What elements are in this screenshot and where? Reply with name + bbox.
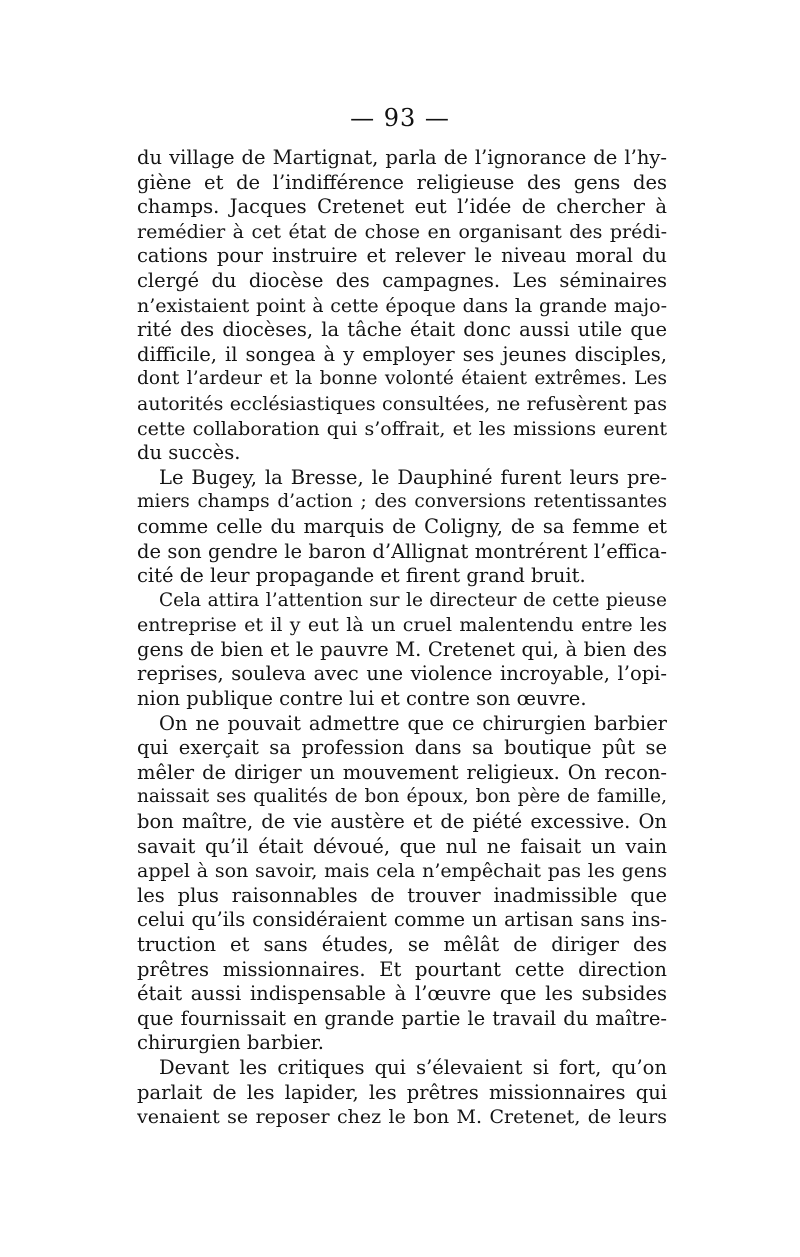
text-line: cations pour instruire et relever le niveau moral du <box>137 244 667 268</box>
text-line: rité des diocèses, la tâche était donc aussi utile que <box>137 318 667 342</box>
text-line: venaient se reposer chez le bon M. Cretenet, de leurs <box>137 1106 667 1129</box>
text-line: Devant les critiques qui s’élevaient si fort, qu’on <box>159 1055 667 1079</box>
text-line: n’existaient point à cette époque dans la grande majo- <box>137 294 667 317</box>
text-line: appel à son savoir, mais cela n’empêchait pas les gens <box>137 860 667 883</box>
text-line: que fournissait en grande partie le travail du maître- <box>137 1006 667 1030</box>
text-line: était aussi indispensable à l’œuvre que les subsides <box>137 982 667 1006</box>
text-line: parlait de les lapider, les prêtres missionnaires qui <box>137 1080 667 1104</box>
text-line: naissait ses qualités de bon époux, bon père de famille, <box>137 786 667 808</box>
page-number: — 93 — <box>350 104 450 132</box>
text-line: autorités ecclésiastiques consultées, ne refusèrent pas <box>137 392 667 415</box>
text-line: entreprise et il y eut là un cruel malentendu entre les <box>137 614 667 637</box>
text-line: dont l’ardeur et la bonne volonté étaient extrêmes. Les <box>137 368 667 390</box>
text-line: chirurgien barbier. <box>137 1031 325 1055</box>
body-text <box>137 146 667 1130</box>
text-line: comme celle du marquis de Coligny, de sa femme et <box>137 514 667 538</box>
text-line: du succès. <box>137 441 241 465</box>
text-line: celui qu’ils considéraient comme un artisan sans ins- <box>137 908 667 932</box>
text-line: On ne pouvait admettre que ce chirurgien barbier <box>159 711 667 735</box>
text-line: cette collaboration qui s’offrait, et les missions eurent <box>137 417 667 440</box>
text-line: bon maître, de vie austère et de piété excessive. On <box>137 810 667 834</box>
text-line: savait qu’il était dévoué, que nul ne faisait un vain <box>137 834 667 858</box>
text-line: champs. Jacques Cretenet eut l’idée de chercher à <box>137 195 667 219</box>
text-line: gens de bien et le pauvre M. Cretenet qui, à bien des <box>137 637 667 661</box>
text-line: Le Bugey, la Bresse, le Dauphiné furent leurs pre- <box>159 465 667 489</box>
text-line: de son gendre le baron d’Allignat montrérent l’effica- <box>137 539 667 563</box>
text-line: giène et de l’indifférence religieuse des gens des <box>137 170 667 194</box>
text-line: remédier à cet état de chose en organisant des prédi- <box>137 220 667 243</box>
text-line: Cela attira l’attention sur le directeur de cette pieuse <box>159 589 667 611</box>
text-line: mêler de diriger un mouvement religieux. On recon- <box>137 760 667 784</box>
text-line: prêtres missionnaires. Et pourtant cette direction <box>137 957 667 981</box>
text-line: les plus raisonnables de trouver inadmissible que <box>137 883 667 907</box>
text-line: difficile, il songea à y employer ses jeunes disciples, <box>137 342 667 366</box>
text-line: qui exerçait sa profession dans sa boutique pût se <box>137 736 667 760</box>
text-line: reprises, souleva avec une violence incroyable, l’opi- <box>137 662 667 686</box>
text-line: nion publique contre lui et contre son œuvre. <box>137 687 587 711</box>
text-line: cité de leur propagande et firent grand bruit. <box>137 564 586 588</box>
text-line: du village de Martignat, parla de l’ignorance de l’hy- <box>137 146 667 169</box>
text-line: truction et sans études, se mêlât de diriger des <box>137 933 667 956</box>
text-line: clergé du diocèse des campagnes. Les séminaires <box>137 268 667 292</box>
text-line: miers champs d’action ; des conversions retentissantes <box>137 491 667 513</box>
